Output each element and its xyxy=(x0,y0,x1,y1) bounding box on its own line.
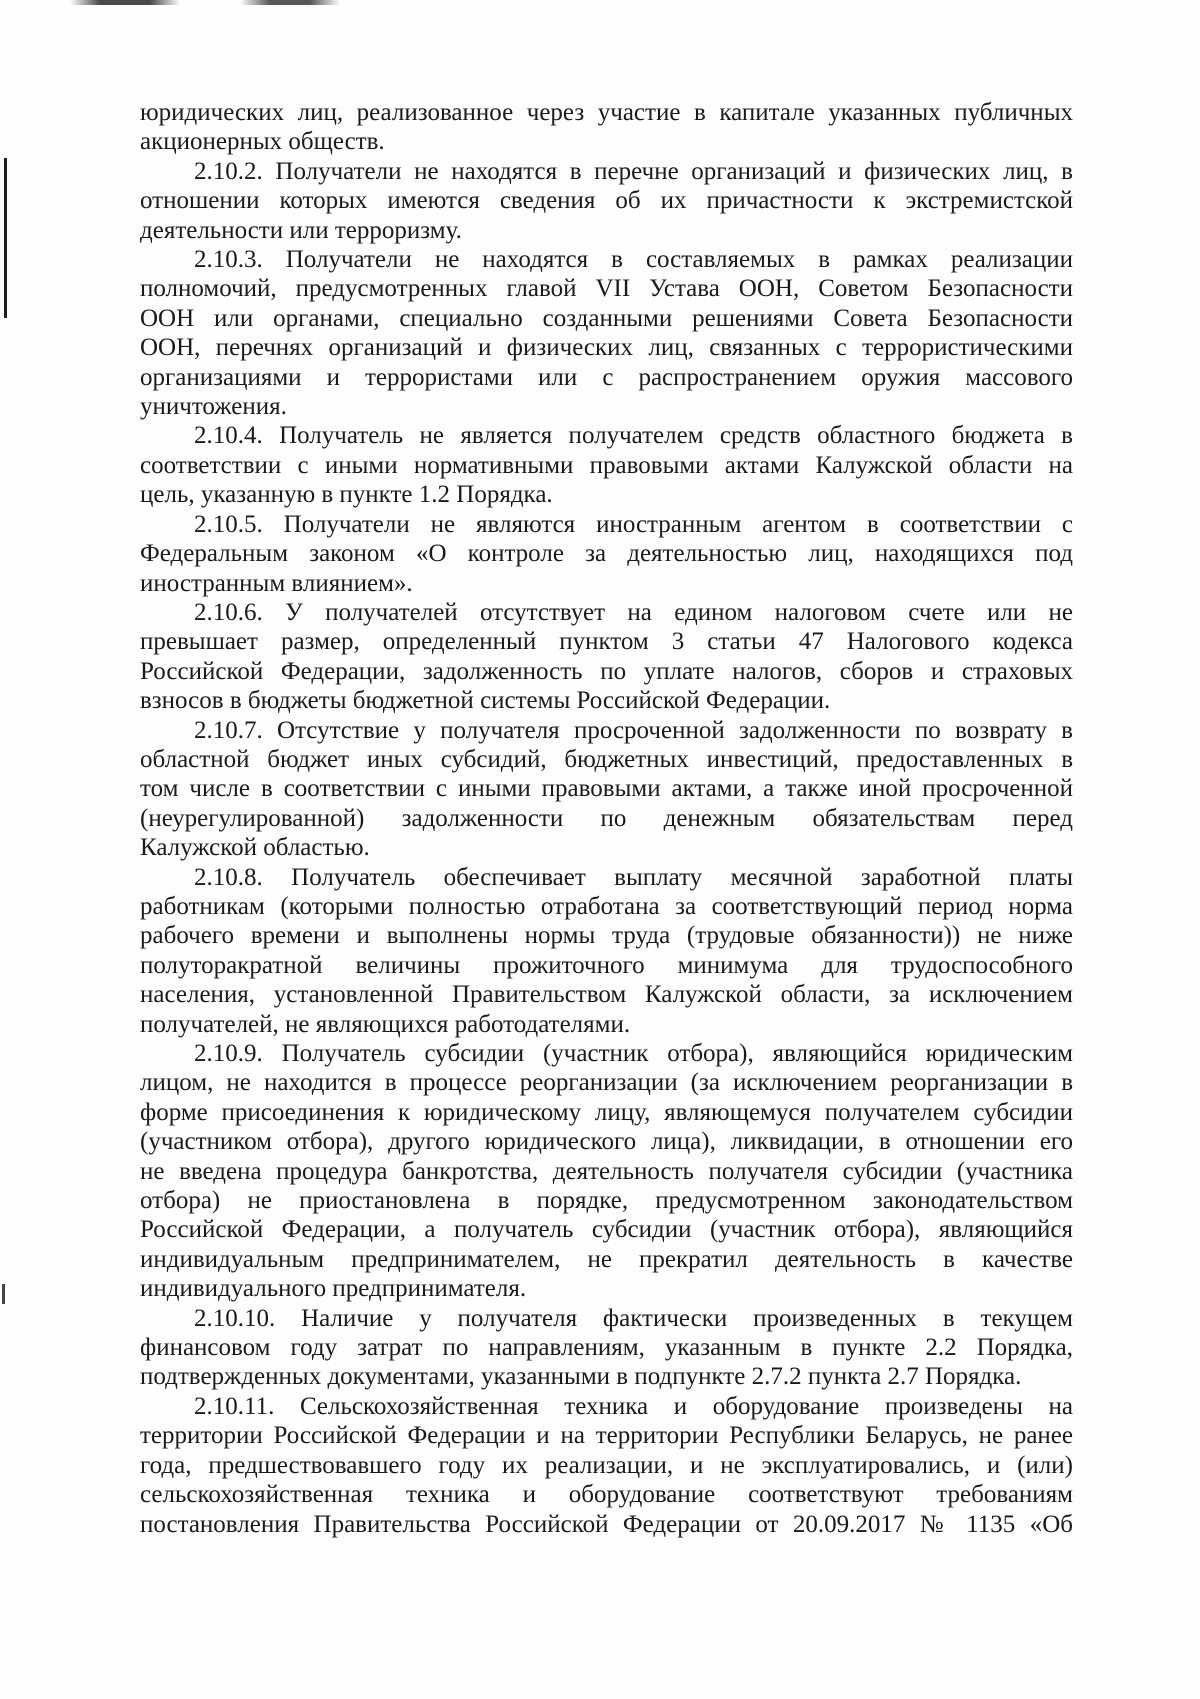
paragraph-p9 xyxy=(140,1304,1073,1392)
text-line: 2.10.9. Получатель субсидии (участник отбора), являющийся юридическим xyxy=(194,1040,1073,1067)
text-line: ООН или органами, специально созданными решениями Совета Безопасности xyxy=(140,304,1073,332)
text-line: работникам (которыми полностью отработана за соответствующий период норма xyxy=(140,892,1073,920)
text-line: (участником отбора), другого юридического лица), ликвидации, в отношении его xyxy=(140,1128,1073,1156)
text-line: финансовом году затрат по направлениям, указанным в пункте 2.2 Порядка, xyxy=(140,1334,1073,1362)
text-line: полномочий, предусмотренных главой VII Устава ООН, Советом Безопасности xyxy=(140,275,1073,303)
scan-artifact-top xyxy=(70,0,340,5)
paragraph-p6 xyxy=(140,716,1073,863)
text-line: акционерных обществ. xyxy=(140,128,385,156)
text-line: 2.10.8. Получатель обеспечивает выплату месячной заработной платы xyxy=(194,863,1073,891)
text-line: отбора) не приостановлена в порядке, предусмотренном законодательством xyxy=(140,1187,1073,1215)
text-line: превышает размер, определенный пунктом 3 статьи 47 Налогового кодекса xyxy=(140,628,1073,656)
text-line: соответствии с иными нормативными правовыми актами Калужской области на xyxy=(140,451,1073,479)
text-line: не введена процедура банкротства, деятельность получателя субсидии (участника xyxy=(140,1157,1073,1185)
text-line: полуторакратной величины прожиточного минимума для трудоспособного xyxy=(140,951,1073,979)
text-line: Федеральным законом «О контроле за деятельностью лиц, находящихся под xyxy=(140,540,1073,568)
text-line: 2.10.2. Получатели не находятся в перечне организаций и физических лиц, в xyxy=(194,157,1073,185)
text-line: цель, указанную в пункте 1.2 Порядка. xyxy=(140,481,553,509)
paragraph-p7 xyxy=(140,863,1073,1039)
text-line: рабочего времени и выполнены нормы труда (трудовые обязанности)) не ниже xyxy=(140,922,1073,950)
paragraph-p5 xyxy=(140,598,1073,716)
document-body xyxy=(140,98,1073,1539)
text-line: 2.10.6. У получателей отсутствует на едином налоговом счете или не xyxy=(194,598,1073,626)
paragraph-p4 xyxy=(140,510,1073,598)
text-line: 2.10.5. Получатели не являются иностранным агентом в соответствии с xyxy=(194,510,1073,538)
text-line: населения, установленной Правительством Калужской области, за исключением xyxy=(140,981,1073,1009)
text-line: (неурегулированной) задолженности по денежным обязательствам перед xyxy=(140,804,1073,832)
text-line: 2.10.10. Наличие у получателя фактически произведенных в текущем xyxy=(194,1304,1073,1332)
text-line: Калужской областью. xyxy=(140,834,370,862)
text-line: лицом, не находится в процессе реорганизации (за исключением реорганизации в xyxy=(140,1069,1073,1097)
paragraph-p8 xyxy=(140,1039,1073,1304)
paragraph-p3 xyxy=(140,421,1073,509)
text-line: том числе в соответствии с иными правовыми актами, а также иной просроченной xyxy=(140,775,1073,803)
text-line: 2.10.3. Получатели не находятся в составляемых в рамках реализации xyxy=(194,246,1073,274)
text-line: организациями и террористами или с распространением оружия массового xyxy=(140,363,1073,391)
text-line: отношении которых имеются сведения об их причастности к экстремистской xyxy=(140,187,1073,215)
text-line: взносов в бюджеты бюджетной системы Российской Федерации. xyxy=(140,687,831,715)
scan-artifact-left-small xyxy=(2,1284,5,1304)
text-line: уничтожения. xyxy=(140,393,287,421)
paragraph-p0 xyxy=(140,98,1073,157)
text-line: 2.10.4. Получатель не является получателем средств областного бюджета в xyxy=(194,422,1073,450)
scan-artifact-left xyxy=(4,158,7,318)
text-line: юридических лиц, реализованное через участие в капитале указанных публичных xyxy=(140,99,1073,126)
text-line: индивидуального предпринимателя. xyxy=(140,1275,527,1303)
text-line: территории Российской Федерации и на территории Республики Беларусь, не ранее xyxy=(140,1422,1073,1450)
paragraph-p10 xyxy=(140,1392,1073,1539)
text-line: деятельности или терроризму. xyxy=(140,216,462,244)
text-line: форме присоединения к юридическому лицу, являющемуся получателем субсидии xyxy=(140,1098,1073,1126)
text-line: индивидуальным предпринимателем, не прекратил деятельность в качестве xyxy=(140,1245,1073,1273)
text-line: подтвержденных документами, указанными в подпункте 2.7.2 пункта 2.7 Порядка. xyxy=(140,1363,1022,1391)
paragraph-p1 xyxy=(140,157,1073,245)
text-line: года, предшествовавшего году их реализации, и не эксплуатировались, и (или) xyxy=(140,1451,1073,1479)
text-line: постановления Правительства Российской Федерации от 20.09.2017 № 1135 «Об xyxy=(140,1510,1073,1538)
paragraph-p2 xyxy=(140,245,1073,421)
text-line: Российской Федерации, задолженность по уплате налогов, сборов и страховых xyxy=(140,657,1073,685)
text-line: Российской Федерации, а получатель субсидии (участник отбора), являющийся xyxy=(140,1216,1073,1244)
text-line: сельскохозяйственная техника и оборудование соответствуют требованиям xyxy=(140,1481,1073,1509)
text-line: областной бюджет иных субсидий, бюджетных инвестиций, предоставленных в xyxy=(140,745,1073,773)
text-line: 2.10.7. Отсутствие у получателя просроченной задолженности по возврату в xyxy=(194,716,1073,744)
text-line: иностранным влиянием». xyxy=(140,569,413,597)
text-line: получателей, не являющихся работодателями. xyxy=(140,1010,631,1038)
text-line: ООН, перечнях организаций и физических лиц, связанных с террористическими xyxy=(140,334,1073,362)
text-line: 2.10.11. Сельскохозяйственная техника и оборудование произведены на xyxy=(194,1392,1073,1420)
